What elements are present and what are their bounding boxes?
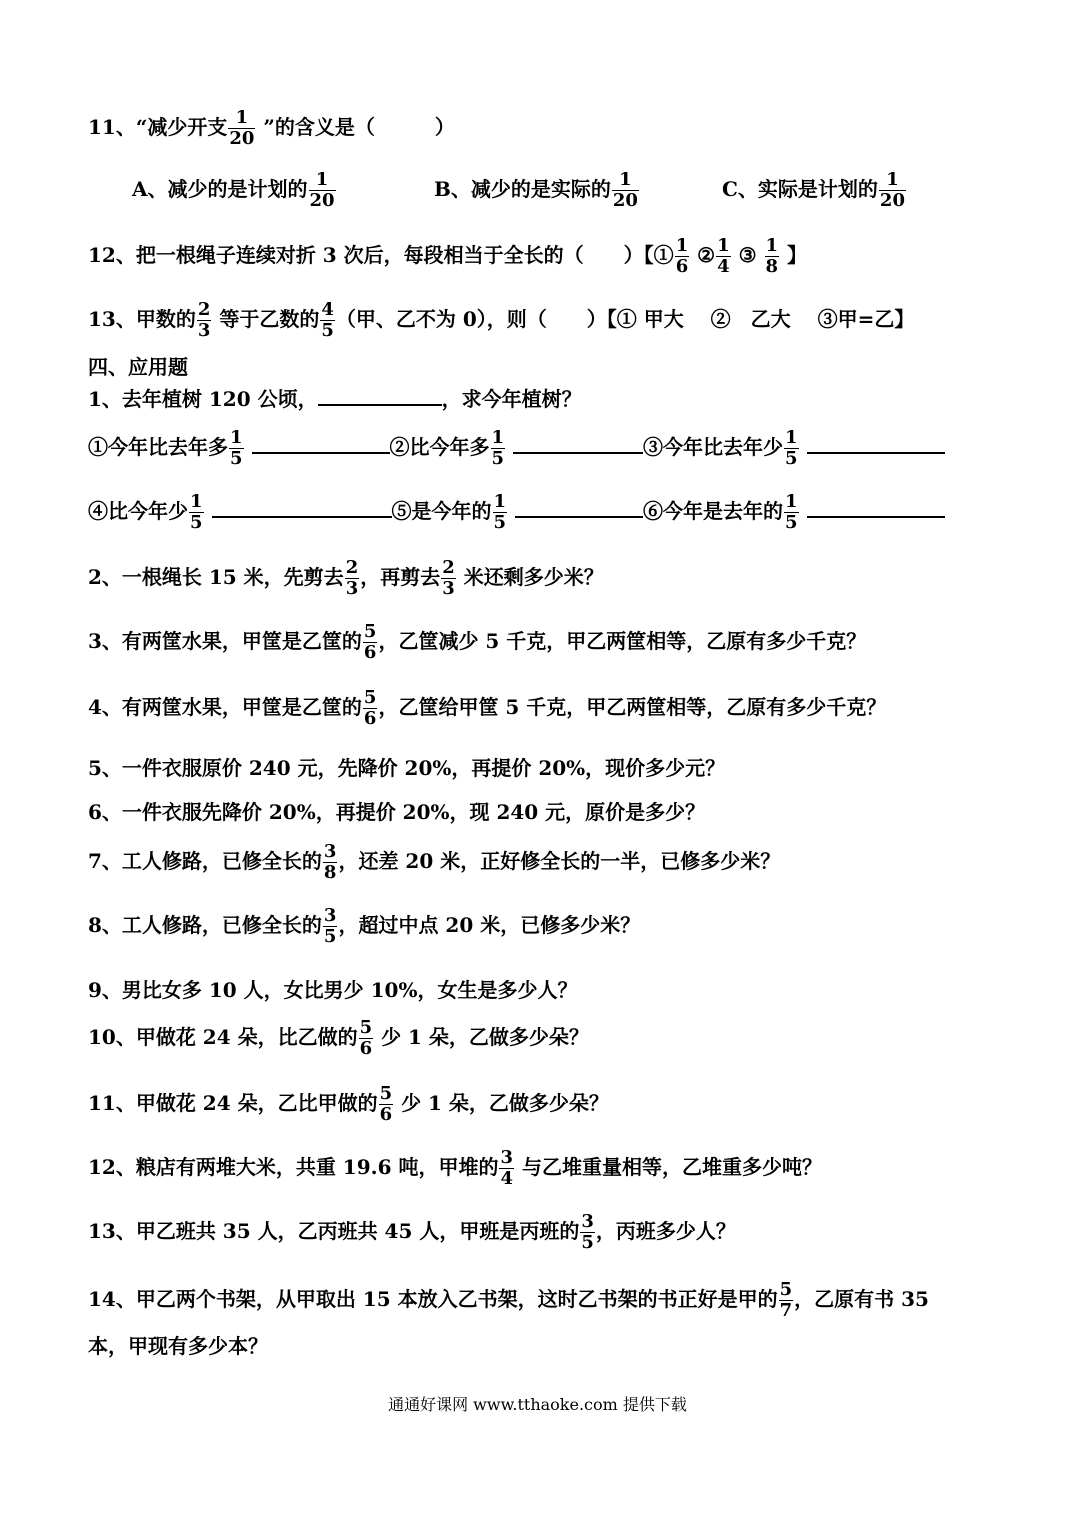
section-heading: 四、应用题: [88, 355, 188, 379]
answer-blank[interactable]: [212, 514, 392, 518]
fraction: $\frac{3}{5}$: [323, 905, 337, 947]
application-1-row-2: ④比今年少 $\frac{1}{5}$ ⑤是今年的 $\frac{1}{5}$ ⑥今年是去年的 $\frac{1}{5}$: [88, 492, 945, 533]
answer-blank[interactable]: [515, 514, 643, 518]
option-b: B、减少的是实际的 $\frac{1}{20}$: [434, 169, 638, 211]
question-13: 13、甲数的 $\frac{2}{3}$ 等于乙数的 $\frac{4}{5}$ （甲、乙不为 0），则（ ）【① 甲大 ② 乙大 ③甲=乙】: [88, 299, 915, 341]
application-13: 13、甲乙班共 35 人，乙丙班共 45 人，甲班是丙班的 $\frac{3}{5}$ ，丙班多少人？: [88, 1211, 736, 1253]
question-12: 12、把一根绳子连续对折 3 次后，每段相当于全长的（ ）【① $\frac{1}{6}$ ② $\frac{1}{4}$ ③ $\frac{1}{8}$ 】: [88, 235, 808, 277]
answer-blank[interactable]: [807, 514, 945, 518]
application-14-continued: 本，甲现有多少本？: [88, 1334, 268, 1358]
fraction: $\frac{1}{5}$: [230, 427, 243, 469]
fraction: $\frac{2}{3}$: [197, 299, 211, 341]
fraction: $\frac{1}{6}$: [675, 235, 689, 277]
application-1: 1、去年植树 120 公顷， ，求今年植树？: [88, 387, 582, 411]
application-7: 7、工人修路，已修全长的 $\frac{3}{8}$ ，还差 20 米，正好修全长的一半，已修多少米？: [88, 841, 781, 883]
footer-credit: 通通好课网 www.tthaoke.com 提供下载: [388, 1395, 687, 1414]
fraction: $\frac{1}{20}$: [612, 169, 638, 211]
answer-blank[interactable]: [318, 402, 442, 406]
answer-blank[interactable]: [513, 450, 643, 454]
fraction: $\frac{5}{6}$: [363, 687, 377, 729]
fraction: $\frac{3}{5}$: [581, 1211, 594, 1253]
option-c: C、实际是计划的 $\frac{1}{20}$: [722, 169, 905, 211]
fraction: $\frac{3}{4}$: [500, 1147, 513, 1189]
application-2: 2、一根绳长 15 米，先剪去 $\frac{2}{3}$ ，再剪去 $\frac{2}{3}$ 米还剩多少米？: [88, 557, 604, 599]
application-11: 11、甲做花 24 朵，乙比甲做的 $\frac{5}{6}$ 少 1 朵，乙做多少朵？: [88, 1083, 609, 1125]
fraction: $\frac{1}{5}$: [491, 427, 505, 469]
fraction: $\frac{1}{8}$: [765, 235, 779, 277]
fraction: $\frac{1}{5}$: [493, 491, 507, 533]
fraction: $\frac{1}{5}$: [190, 491, 203, 533]
application-4: 4、有两筐水果，甲筐是乙筐的 $\frac{5}{6}$ ，乙筐给甲筐 5 千克，甲乙两筐相等，乙原有多少千克？: [88, 687, 887, 729]
application-3: 3、有两筐水果，甲筐是乙筐的 $\frac{5}{6}$ ，乙筐减少 5 千克，甲乙两筐相等，乙原有多少千克？: [88, 621, 867, 663]
application-12: 12、粮店有两堆大米，共重 19.6 吨，甲堆的 $\frac{3}{4}$ 与乙堆重量相等，乙堆重多少吨？: [88, 1147, 822, 1189]
fraction: $\frac{2}{3}$: [345, 557, 359, 599]
fraction: $\frac{5}{6}$: [359, 1017, 373, 1059]
fraction: $\frac{5}{6}$: [379, 1083, 393, 1125]
fraction: $\frac{5}{7}$: [779, 1279, 793, 1321]
question-11: 11、“减少开支 $\frac{1}{20}$ ”的含义是（ ）: [88, 107, 455, 149]
fraction: $\frac{5}{6}$: [363, 621, 377, 663]
option-a: A、减少的是计划的 $\frac{1}{20}$: [132, 169, 335, 211]
application-9: 9、男比女多 10 人，女比男少 10%，女生是多少人？: [88, 978, 578, 1002]
fraction: $\frac{3}{8}$: [323, 841, 337, 883]
fraction: $\frac{4}{5}$: [321, 299, 334, 341]
fraction: $\frac{1}{4}$: [717, 235, 730, 277]
application-5: 5、一件衣服原价 240 元，先降价 20%，再提价 20%，现价多少元？: [88, 756, 726, 780]
application-6: 6、一件衣服先降价 20%，再提价 20%，现 240 元，原价是多少？: [88, 800, 706, 824]
application-1-row-1: ①今年比去年多 $\frac{1}{5}$ ②比今年多 $\frac{1}{5}$ ③今年比去年少 $\frac{1}{5}$: [88, 428, 945, 469]
fraction: $\frac{1}{20}$: [309, 169, 335, 211]
fraction: $\frac{1}{20}$: [879, 169, 905, 211]
fraction: $\frac{1}{20}$: [229, 107, 255, 149]
fraction: $\frac{1}{5}$: [785, 427, 798, 469]
application-10: 10、甲做花 24 朵，比乙做的 $\frac{5}{6}$ 少 1 朵，乙做多少朵？: [88, 1017, 589, 1059]
answer-blank[interactable]: [807, 450, 945, 454]
application-8: 8、工人修路，已修全长的 $\frac{3}{5}$ ，超过中点 20 米，已修多少米？: [88, 905, 641, 947]
answer-blank[interactable]: [252, 450, 390, 454]
application-14: 14、甲乙两个书架，从甲取出 15 本放入乙书架，这时乙书架的书正好是甲的 $\frac{5}{7}$ ，乙原有书 35: [88, 1279, 929, 1321]
fraction: $\frac{1}{5}$: [785, 491, 798, 533]
fraction: $\frac{2}{3}$: [442, 557, 455, 599]
